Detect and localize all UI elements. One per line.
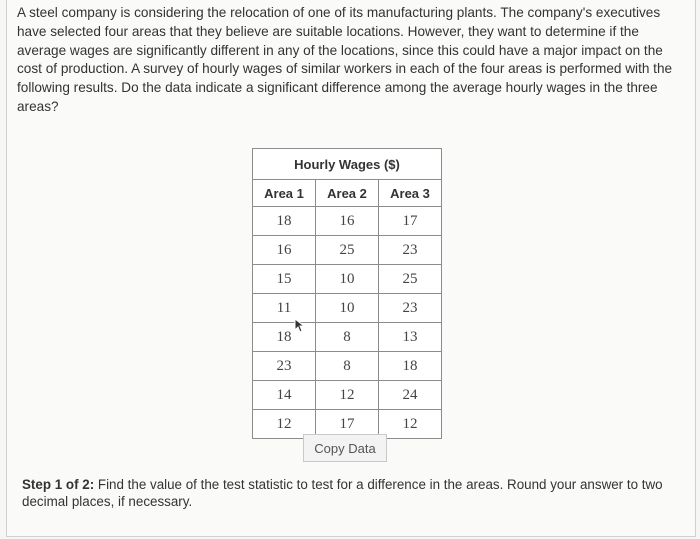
table-row <box>253 352 442 381</box>
table-cell-area-3: 23 <box>379 294 442 323</box>
hourly-wages-table <box>252 148 442 439</box>
table-row <box>253 265 442 294</box>
table-row <box>253 294 442 323</box>
table-cell-area-2: 25 <box>316 236 379 265</box>
step-label: Step 1 of 2: <box>22 477 95 492</box>
table-cell-area-3: 18 <box>379 352 442 381</box>
table-cell-area-2: 12 <box>316 381 379 410</box>
table-cell-area-3: 25 <box>379 265 442 294</box>
problem-statement: A steel company is considering the relocation of one of its manufacturing plants. The company's executives have selected four areas that they believe are suitable locations. However, they want to determine if the average wages are significantly different in any of the locations, since this could have a major impact on the cost of production. A survey of hourly wages of similar workers in each of the four areas is performed with the following results. Do the data indicate a significant difference among the average hourly wages in the three areas? <box>17 5 673 114</box>
table-cell-area-2: 10 <box>316 265 379 294</box>
table-row <box>253 323 442 352</box>
table-cell-area-1: 15 <box>253 265 316 294</box>
table-cell-area-1: 12 <box>253 410 316 439</box>
table-cell-area-1: 16 <box>253 236 316 265</box>
table-cell-area-3: 24 <box>379 381 442 410</box>
table-cell-area-2: 16 <box>316 207 379 236</box>
table-title: Hourly Wages ($) <box>253 149 442 180</box>
table-cell-area-2: 17 <box>316 410 379 439</box>
table-cell-area-2: 8 <box>316 352 379 381</box>
table-cell-area-1: 11 <box>253 294 316 323</box>
table-cell-area-2: 8 <box>316 323 379 352</box>
copy-data-button[interactable]: Copy Data <box>303 434 387 462</box>
table-body <box>253 207 442 439</box>
mouse-cursor-icon <box>294 318 308 334</box>
table-cell-area-3: 23 <box>379 236 442 265</box>
step-text: Find the value of the test statistic to test for a difference in the areas. Round your answer to two decimal places, if necessary. <box>22 477 663 509</box>
table-cell-area-1: 18 <box>253 323 316 352</box>
table-cell-area-3: 17 <box>379 207 442 236</box>
table-cell-area-1: 14 <box>253 381 316 410</box>
step-instruction <box>22 476 672 510</box>
column-header-area-1: Area 1 <box>253 180 316 207</box>
table-cell-area-1: 23 <box>253 352 316 381</box>
table-row <box>253 236 442 265</box>
column-header-area-2: Area 2 <box>316 180 379 207</box>
table-cell-area-2: 10 <box>316 294 379 323</box>
table-row <box>253 207 442 236</box>
table-row <box>253 381 442 410</box>
column-header-area-3: Area 3 <box>379 180 442 207</box>
table-cell-area-3: 13 <box>379 323 442 352</box>
table-cell-area-3: 12 <box>379 410 442 439</box>
table-cell-area-1: 18 <box>253 207 316 236</box>
